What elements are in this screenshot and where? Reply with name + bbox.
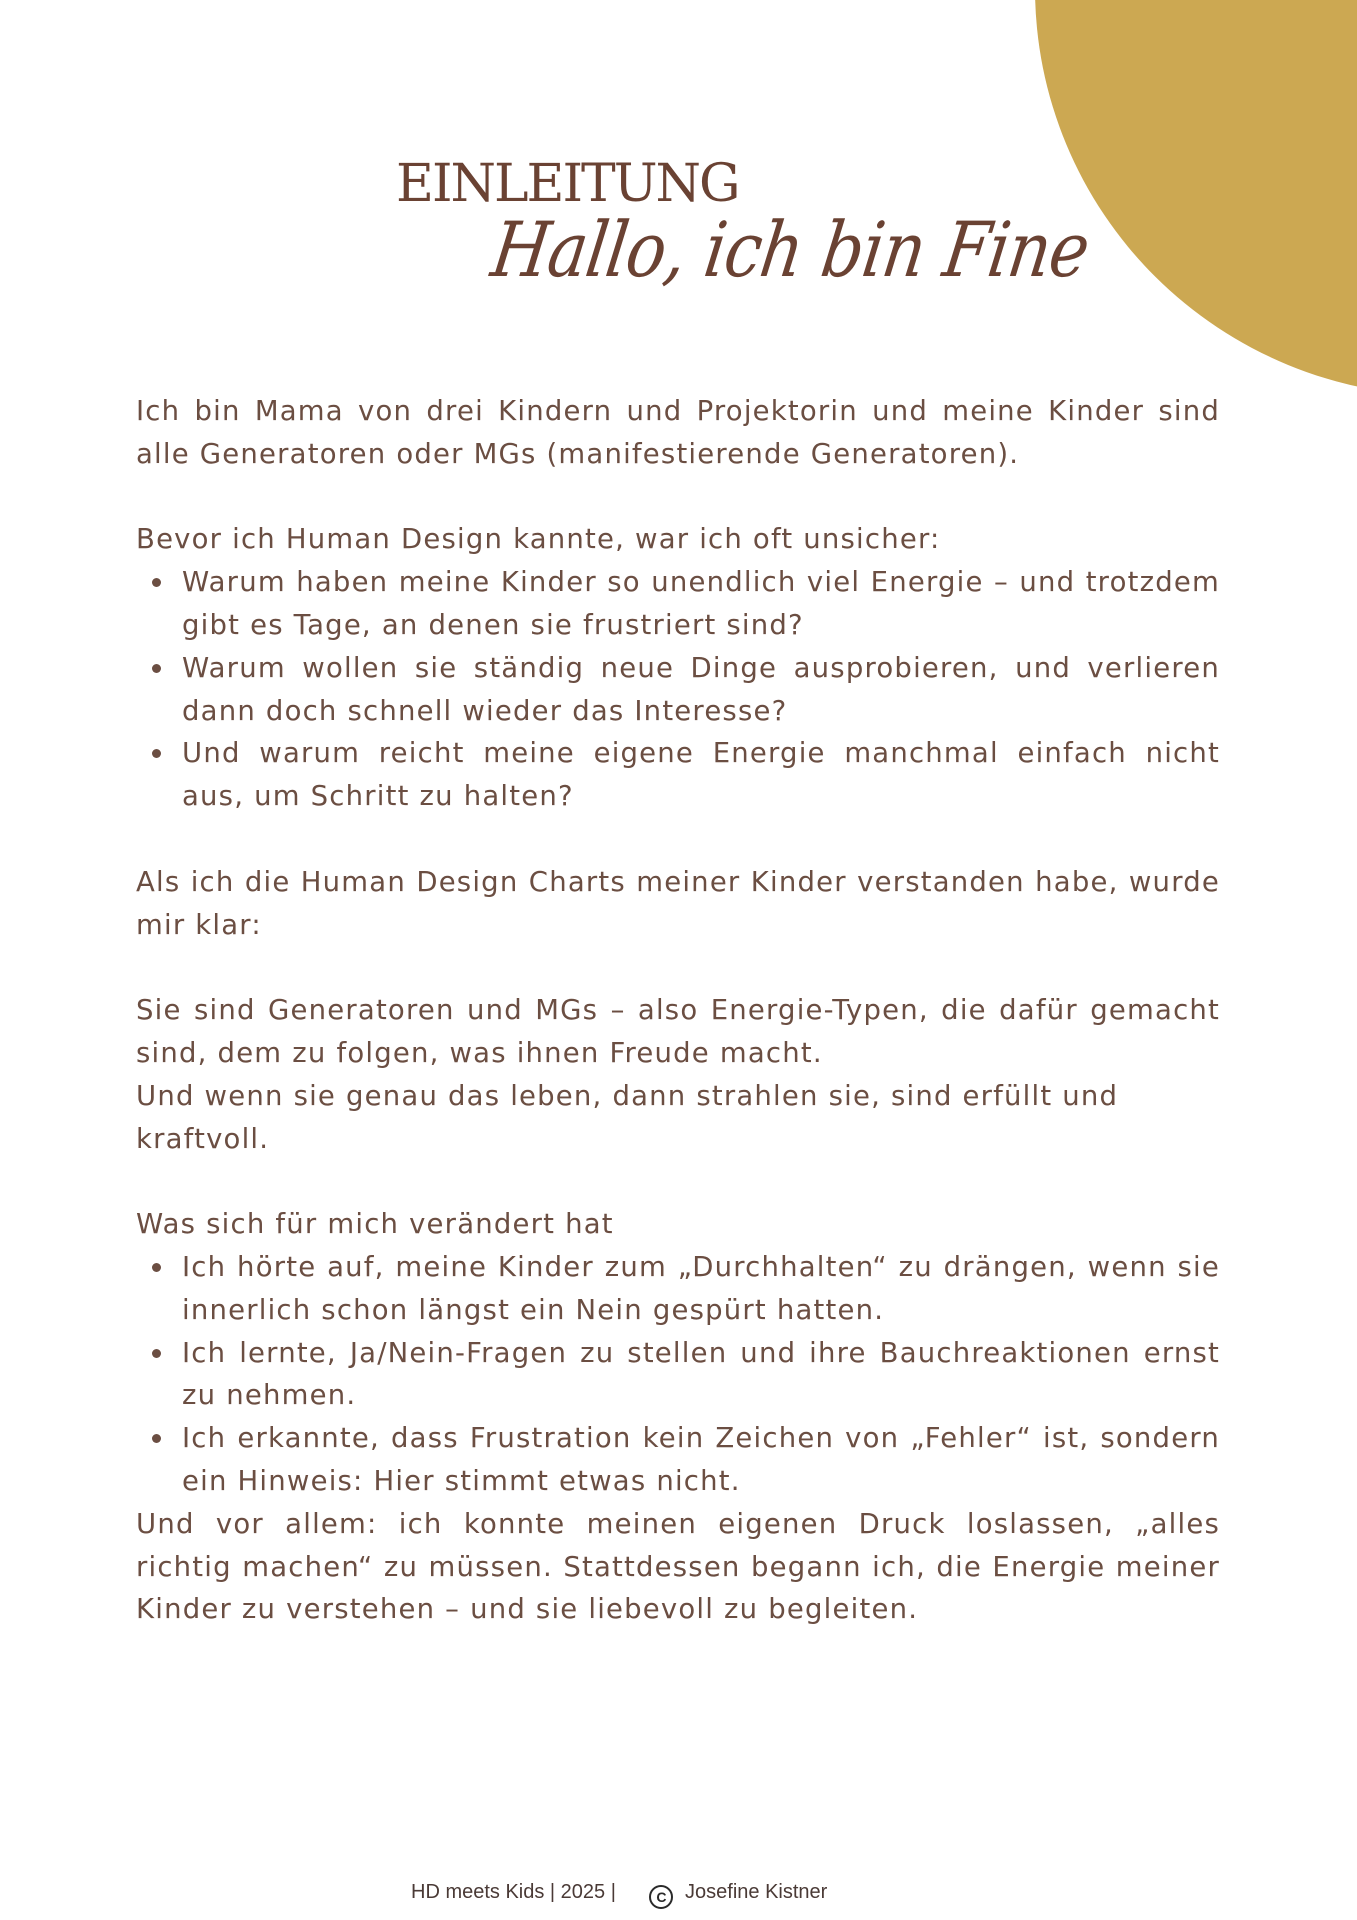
list-item: Warum wollen sie ständig neue Dinge ausprobieren, und verlieren dann doch schnell wieder das Interesse?	[182, 647, 1220, 733]
charts-paragraph: Als ich die Human Design Charts meiner Kinder verstanden habe, wurde mir klar:	[136, 865, 1220, 941]
body-text	[136, 390, 1220, 1631]
page-title: EINLEITUNG	[396, 154, 739, 214]
list-item: Ich lernte, Ja/Nein-Fragen zu stellen und ihre Bauchreaktionen ernst zu nehmen.	[182, 1332, 1220, 1418]
before-list	[136, 561, 1220, 818]
page-subtitle: Hallo, ich bin Fine	[486, 205, 1095, 294]
decorative-gold-circle	[1035, 0, 1357, 396]
intro-paragraph: Ich bin Mama von drei Kindern und Projektorin und meine Kinder sind alle Generatoren oder MGs (manifestierende Generatoren).	[136, 395, 1220, 470]
before-title: Bevor ich Human Design kannte, war ich oft unsicher:	[136, 523, 941, 556]
list-item: Ich hörte auf, meine Kinder zum „Durchhalten“ zu drängen, wenn sie innerlich schon längst ein Nein gespürt hatten.	[182, 1246, 1220, 1332]
closing-paragraph: Und vor allem: ich konnte meinen eigenen Druck loslassen, „alles richtig machen“ zu müssen. Stattdessen begann ich, die Energie meiner Kinder zu verstehen – und sie liebevoll zu begleiten.	[136, 1507, 1220, 1626]
changed-list	[136, 1246, 1220, 1503]
footer-label: HD meets Kids | 2025 |	[411, 1881, 616, 1903]
footer	[411, 1881, 827, 1909]
generators-paragraph: Sie sind Generatoren und MGs – also Energie-Typen, die dafür gemacht sind, dem zu folgen, was ihnen Freude macht.	[136, 994, 1220, 1069]
list-item: Warum haben meine Kinder so unendlich viel Energie – und trotzdem gibt es Tage, an denen sie frustriert sind?	[182, 561, 1220, 647]
copyright-icon: C	[649, 1885, 673, 1909]
generators-paragraph-2: Und wenn sie genau das leben, dann strahlen sie, sind erfüllt und kraftvoll.	[136, 1079, 1119, 1155]
list-item: Ich erkannte, dass Frustration kein Zeichen von „Fehler“ ist, sondern ein Hinweis: Hier stimmt etwas nicht.	[182, 1417, 1220, 1503]
changed-title: Was sich für mich verändert hat	[136, 1208, 614, 1241]
footer-author: Josefine Kistner	[685, 1881, 828, 1903]
list-item: Und warum reicht meine eigene Energie manchmal einfach nicht aus, um Schritt zu halten?	[182, 732, 1220, 818]
